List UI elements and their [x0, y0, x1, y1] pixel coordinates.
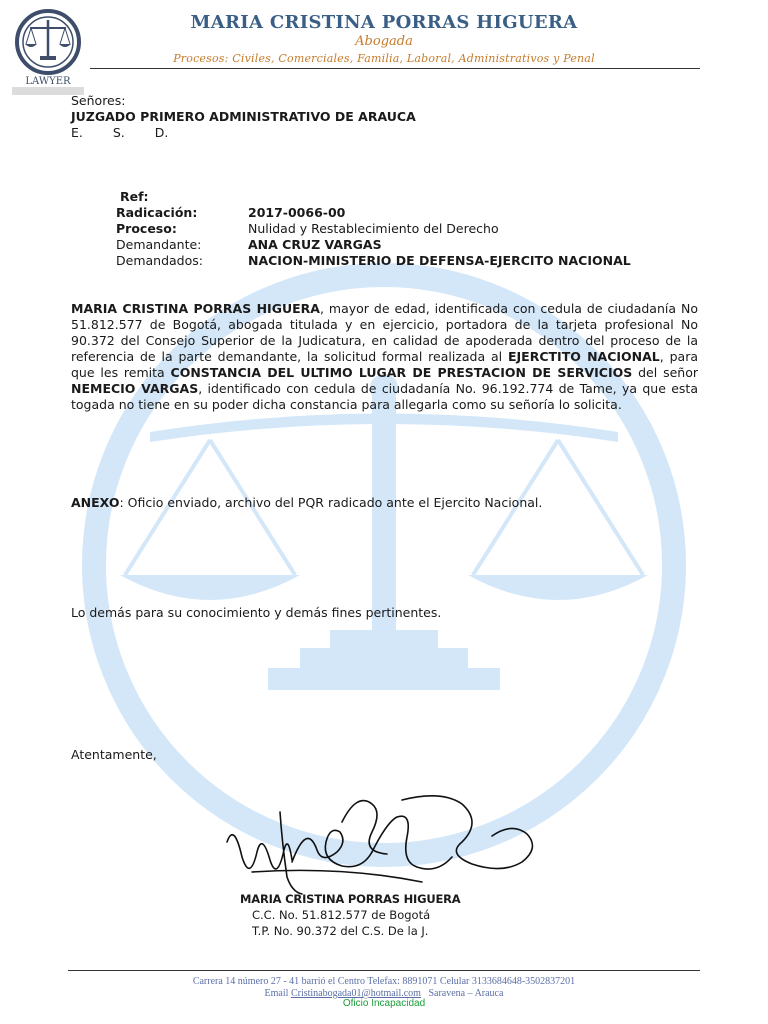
footer-stamp: Oficio Incapacidad — [342, 998, 426, 1009]
demandados-label: Demandados: — [116, 253, 203, 268]
body-lawyer-name: MARIA CRISTINA PORRAS HIGUERA — [71, 301, 320, 316]
demandados-value: NACION-MINISTERIO DE DEFENSA-EJERCITO NACIONAL — [248, 253, 631, 268]
firm-title: Abogada — [355, 34, 413, 49]
proceso-label: Proceso: — [116, 221, 177, 236]
closing-line: Lo demás para su conocimiento y demás fines pertinentes. — [71, 605, 442, 620]
footer-email-label: Email — [264, 988, 291, 999]
signature-name: MARIA CRISTINA PORRAS HIGUERA — [240, 892, 461, 906]
footer-address: Carrera 14 número 27 - 41 barrió el Centro Telefax: 8891071 Celular 3133684648-3502837201 — [192, 976, 576, 987]
footer-divider — [68, 970, 700, 971]
demandante-value: ANA CRUZ VARGAS — [248, 237, 382, 252]
body-text-2: , para que les remita — [71, 349, 698, 380]
header-divider — [90, 68, 700, 69]
annex-line — [71, 495, 542, 510]
footer-location: Saravena – Arauca — [428, 988, 504, 999]
regards-line: Atentamente, — [71, 747, 157, 762]
body-entity: EJERCTITO NACIONAL — [507, 349, 660, 364]
body-text-1: , mayor de edad, identificada con cedula de ciudadanía No 51.812.577 de Bogotá, abogada titulada y en ejercicio, portadora de la tarjeta profesional No 90.372 del Consejo Superior de la Judicatura, en calidad de apoderada dentro del proceso de la referencia de la parte demandante, la solicitud formal realizada al — [71, 301, 698, 364]
footer-email-link[interactable]: Cristinabogada01@hotmail.com — [290, 988, 421, 999]
body-person: NEMECIO VARGAS — [71, 381, 199, 396]
signature-id-number: C.C. No. 51.812.577 de Bogotá — [252, 908, 431, 922]
demandante-label: Demandante: — [116, 237, 202, 252]
court-name: JUZGADO PRIMERO ADMINISTRATIVO DE ARAUCA — [71, 109, 416, 124]
salutation: Señores: — [71, 93, 126, 108]
radicacion-value: 2017-0066-00 — [248, 205, 346, 220]
radicacion-label: Radicación: — [116, 205, 198, 220]
body-text-4: , identificado con cedula de ciudadanía No. 96.192.774 de Tame, ya que esta togada no tiene en su poder dicha constancia para allegarla como su señoría lo solicita. — [71, 381, 698, 412]
firm-name: MARIA CRISTINA PORRAS HIGUERA — [190, 12, 578, 33]
body-text-3: del señor — [632, 365, 698, 380]
handwritten-signature — [222, 782, 552, 898]
esd-line: E. S. D. — [71, 125, 169, 140]
body-paragraph — [71, 301, 698, 413]
signature-professional-card: T.P. No. 90.372 del C.S. De la J. — [252, 924, 429, 938]
annex-text: : Oficio enviado, archivo del PQR radicado ante el Ejercito Nacional. — [119, 495, 543, 510]
firm-practice-areas: Procesos: Civiles, Comerciales, Familia, Laboral, Administrativos y Penal — [173, 52, 595, 65]
annex-label: ANEXO — [71, 495, 120, 510]
ref-label: Ref: — [120, 189, 149, 204]
proceso-value: Nulidad y Restablecimiento del Derecho — [248, 221, 499, 236]
body-requested-document: CONSTANCIA DEL ULTIMO LUGAR DE PRESTACION DE SERVICIOS — [170, 365, 633, 380]
logo-text: LAWYER — [25, 76, 71, 87]
